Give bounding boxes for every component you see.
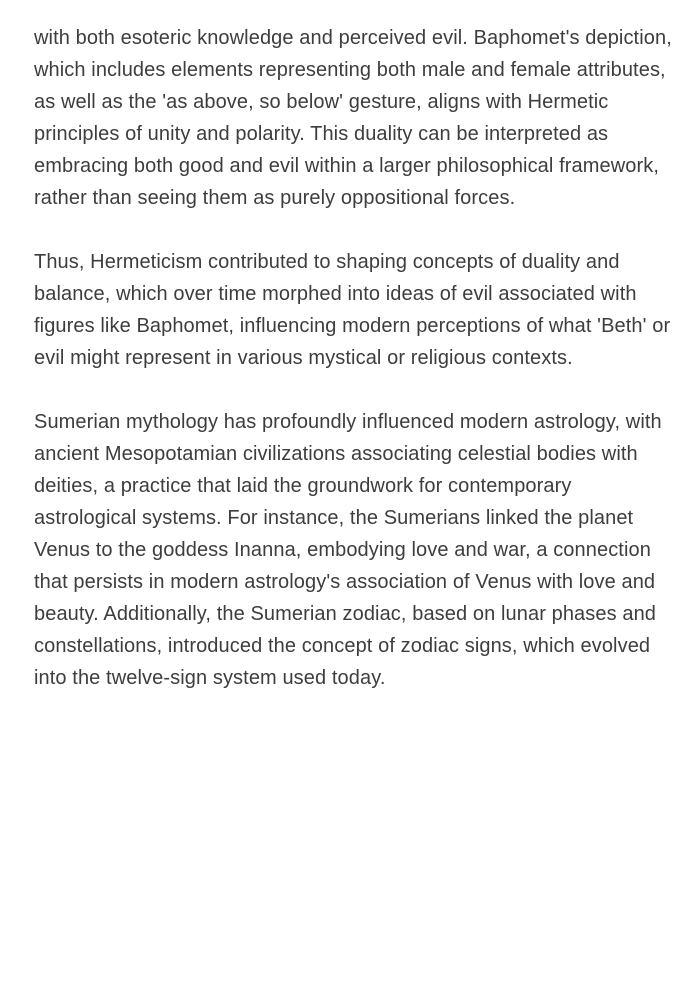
paragraph-sumerian-astrology: Sumerian mythology has profoundly influenced modern astrology, with ancient Mesopotamian civilizations associating celestial bodies with deities, a practice that laid the groundwork for contemporary astrological systems. For instance, the Sumerians linked the planet Venus to the goddess Inanna, embodying love and war, a connection that persists in modern astrology's association of Venus with love and beauty. Additionally, the Sumerian zodiac, based on lunar phases and constellations, introduced the concept of zodiac signs, which evolved into the twelve-sign system used today. (34, 411, 662, 689)
paragraph-hermeticism-evil: Thus, Hermeticism contributed to shaping concepts of duality and balance, which over time morphed into ideas of evil associated with figures like Baphomet, influencing modern perceptions of what 'Beth' or evil might represent in various mystical or religious contexts. (34, 251, 671, 369)
document-body (34, 22, 674, 694)
paragraph-hermetic-duality: with both esoteric knowledge and perceived evil. Baphomet's depiction, which includes elements representing both male and female attributes, as well as the 'as above, so below' gesture, aligns with Hermetic principles of unity and polarity. This duality can be interpreted as embracing both good and evil within a larger philosophical framework, rather than seeing them as purely oppositional forces. (34, 27, 672, 209)
